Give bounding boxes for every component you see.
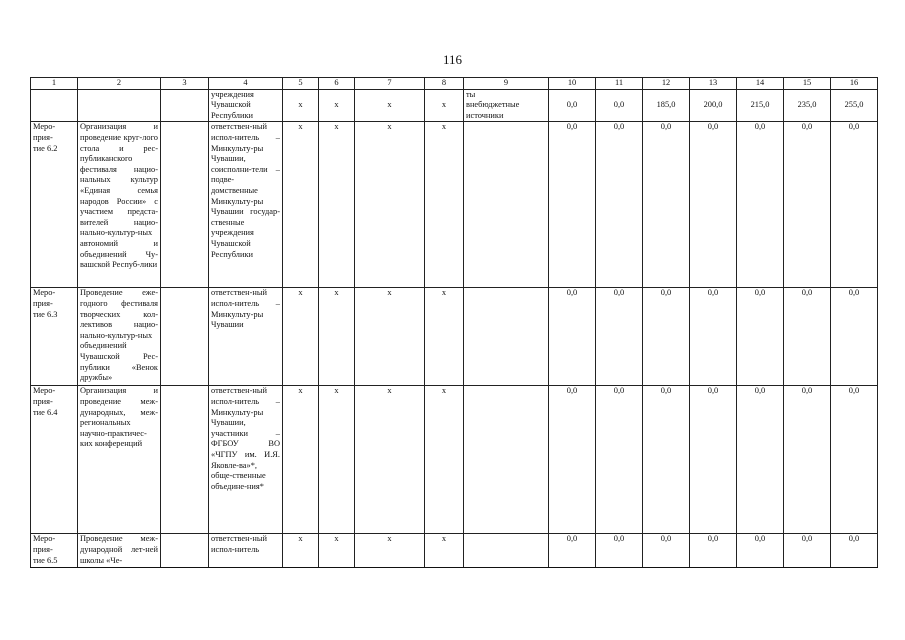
- column-number: 11: [596, 78, 643, 90]
- cell-mark: x: [355, 534, 425, 568]
- cell-source: [464, 288, 549, 386]
- column-number: 2: [78, 78, 161, 90]
- column-number: 6: [319, 78, 355, 90]
- cell-mark: x: [283, 89, 319, 122]
- cell-mark: x: [355, 288, 425, 386]
- column-number: 14: [737, 78, 784, 90]
- cell-value: 255,0: [831, 89, 878, 122]
- cell-value: 0,0: [643, 534, 690, 568]
- cell-value: 0,0: [643, 386, 690, 534]
- table-row: [31, 288, 878, 386]
- cell-value: 0,0: [831, 288, 878, 386]
- cell-name: [78, 89, 161, 122]
- cell-mark: x: [283, 534, 319, 568]
- cell-mark: x: [319, 386, 355, 534]
- cell-mark: x: [319, 534, 355, 568]
- column-number: 13: [690, 78, 737, 90]
- cell-value: 0,0: [737, 534, 784, 568]
- cell-source: [464, 534, 549, 568]
- cell-value: 0,0: [549, 122, 596, 288]
- header-row: [31, 78, 878, 90]
- cell-mark: x: [425, 122, 464, 288]
- cell-value: 0,0: [549, 89, 596, 122]
- cell-mark: x: [425, 386, 464, 534]
- measure-block-6-2: [31, 122, 878, 288]
- cell-executor: учреждения Чувашской Республики: [209, 89, 283, 122]
- cell-name: Организация и проведение круг-лого стола и рес-публиканского фестиваля нацио-нальных культур «Единая семья народов России» с участием предста-вителей нацио-нально-культур-ных автономий и объединений Чу-вашской Респуб-лики: [78, 122, 161, 288]
- cell-mark: x: [355, 386, 425, 534]
- column-number: 3: [161, 78, 209, 90]
- cell-executor: ответствен-ный испол-нитель – Минкульту-ры Чувашии: [209, 288, 283, 386]
- cell-value: 0,0: [549, 288, 596, 386]
- cell-mark: x: [355, 122, 425, 288]
- table-row: [31, 122, 878, 288]
- cell-value: 0,0: [690, 386, 737, 534]
- cell-name: Проведение еже-годного фестиваля творческих кол-лективов нацио-нально-культур-ных объединений Чувашской Рес-публики «Венок дружбы»: [78, 288, 161, 386]
- cell-value: 0,0: [831, 122, 878, 288]
- cell-empty: [161, 386, 209, 534]
- cell-value: 0,0: [596, 288, 643, 386]
- cell-source: [464, 386, 549, 534]
- cell-value: 0,0: [784, 122, 831, 288]
- cell-executor: ответствен-ный испол-нитель – Минкульту-ры Чувашии, соисполни-тели – подве-домственные Минкульту-ры Чувашии государ-ственные учреждения Чувашской Республики: [209, 122, 283, 288]
- cell-empty: [161, 534, 209, 568]
- cell-value: 0,0: [596, 386, 643, 534]
- cell-empty: [161, 122, 209, 288]
- cell-value: 0,0: [643, 122, 690, 288]
- cell-label: Меро- прия- тие 6.3: [31, 288, 78, 386]
- column-number: 12: [643, 78, 690, 90]
- cell-mark: x: [319, 89, 355, 122]
- cell-value: 0,0: [784, 386, 831, 534]
- table-row: [31, 386, 878, 534]
- cell-mark: x: [355, 89, 425, 122]
- budget-table: [30, 77, 878, 568]
- cell-name: Проведение меж-дународной лет-ней школы «Че-: [78, 534, 161, 568]
- cell-name: Организация и проведение меж-дународных, меж-региональных научно-практичес-ких конференций: [78, 386, 161, 534]
- column-number: 5: [283, 78, 319, 90]
- table-row: [31, 534, 878, 568]
- cell-value: 0,0: [643, 288, 690, 386]
- cell-source: [464, 122, 549, 288]
- cell-value: 0,0: [690, 288, 737, 386]
- cell-value: 0,0: [690, 122, 737, 288]
- cell-mark: x: [425, 89, 464, 122]
- column-number: 9: [464, 78, 549, 90]
- cell-source: ты внебюджетные источники: [464, 89, 549, 122]
- cell-value: 0,0: [690, 534, 737, 568]
- cell-value: 0,0: [737, 288, 784, 386]
- cell-label: Меро- прия- тие 6.5: [31, 534, 78, 568]
- cell-value: 0,0: [831, 386, 878, 534]
- column-number: 16: [831, 78, 878, 90]
- cell-value: 0,0: [784, 534, 831, 568]
- cell-value: 0,0: [549, 534, 596, 568]
- measure-block-6-3: [31, 288, 878, 386]
- column-number: 7: [355, 78, 425, 90]
- cell-mark: x: [319, 122, 355, 288]
- cell-value: 0,0: [831, 534, 878, 568]
- cell-mark: x: [283, 288, 319, 386]
- cell-mark: x: [425, 288, 464, 386]
- measure-block-6-5: [31, 534, 878, 568]
- continuation-row: [31, 89, 878, 122]
- column-number: 8: [425, 78, 464, 90]
- measure-block-6-4: [31, 386, 878, 534]
- cell-value: 0,0: [737, 122, 784, 288]
- cell-value: 0,0: [549, 386, 596, 534]
- column-number: 15: [784, 78, 831, 90]
- cell-value: 0,0: [784, 288, 831, 386]
- cell-label: Меро- прия- тие 6.4: [31, 386, 78, 534]
- column-number-header: [31, 78, 878, 90]
- cell-empty: [161, 288, 209, 386]
- page-number: 116: [442, 52, 463, 67]
- cell-label: [31, 89, 78, 122]
- column-number: 10: [549, 78, 596, 90]
- cell-value: 185,0: [643, 89, 690, 122]
- cell-value: 0,0: [596, 534, 643, 568]
- cell-value: 0,0: [737, 386, 784, 534]
- cell-mark: x: [319, 288, 355, 386]
- cell-value: 235,0: [784, 89, 831, 122]
- cell-mark: x: [283, 386, 319, 534]
- cell-value: 200,0: [690, 89, 737, 122]
- cell-value: 215,0: [737, 89, 784, 122]
- column-number: 4: [209, 78, 283, 90]
- continuation-block: [31, 89, 878, 122]
- cell-empty: [161, 89, 209, 122]
- cell-label: Меро- прия- тие 6.2: [31, 122, 78, 288]
- cell-value: 0,0: [596, 89, 643, 122]
- cell-executor: ответствен-ный испол-нитель: [209, 534, 283, 568]
- cell-mark: x: [283, 122, 319, 288]
- cell-executor: ответствен-ный испол-нитель – Минкульту-ры Чувашии, участники – ФГБОУ ВО «ЧГПУ им. И.Я. Яковле-ва»*, обще-ственные объедине-ния*: [209, 386, 283, 534]
- cell-mark: x: [425, 534, 464, 568]
- column-number: 1: [31, 78, 78, 90]
- cell-value: 0,0: [596, 122, 643, 288]
